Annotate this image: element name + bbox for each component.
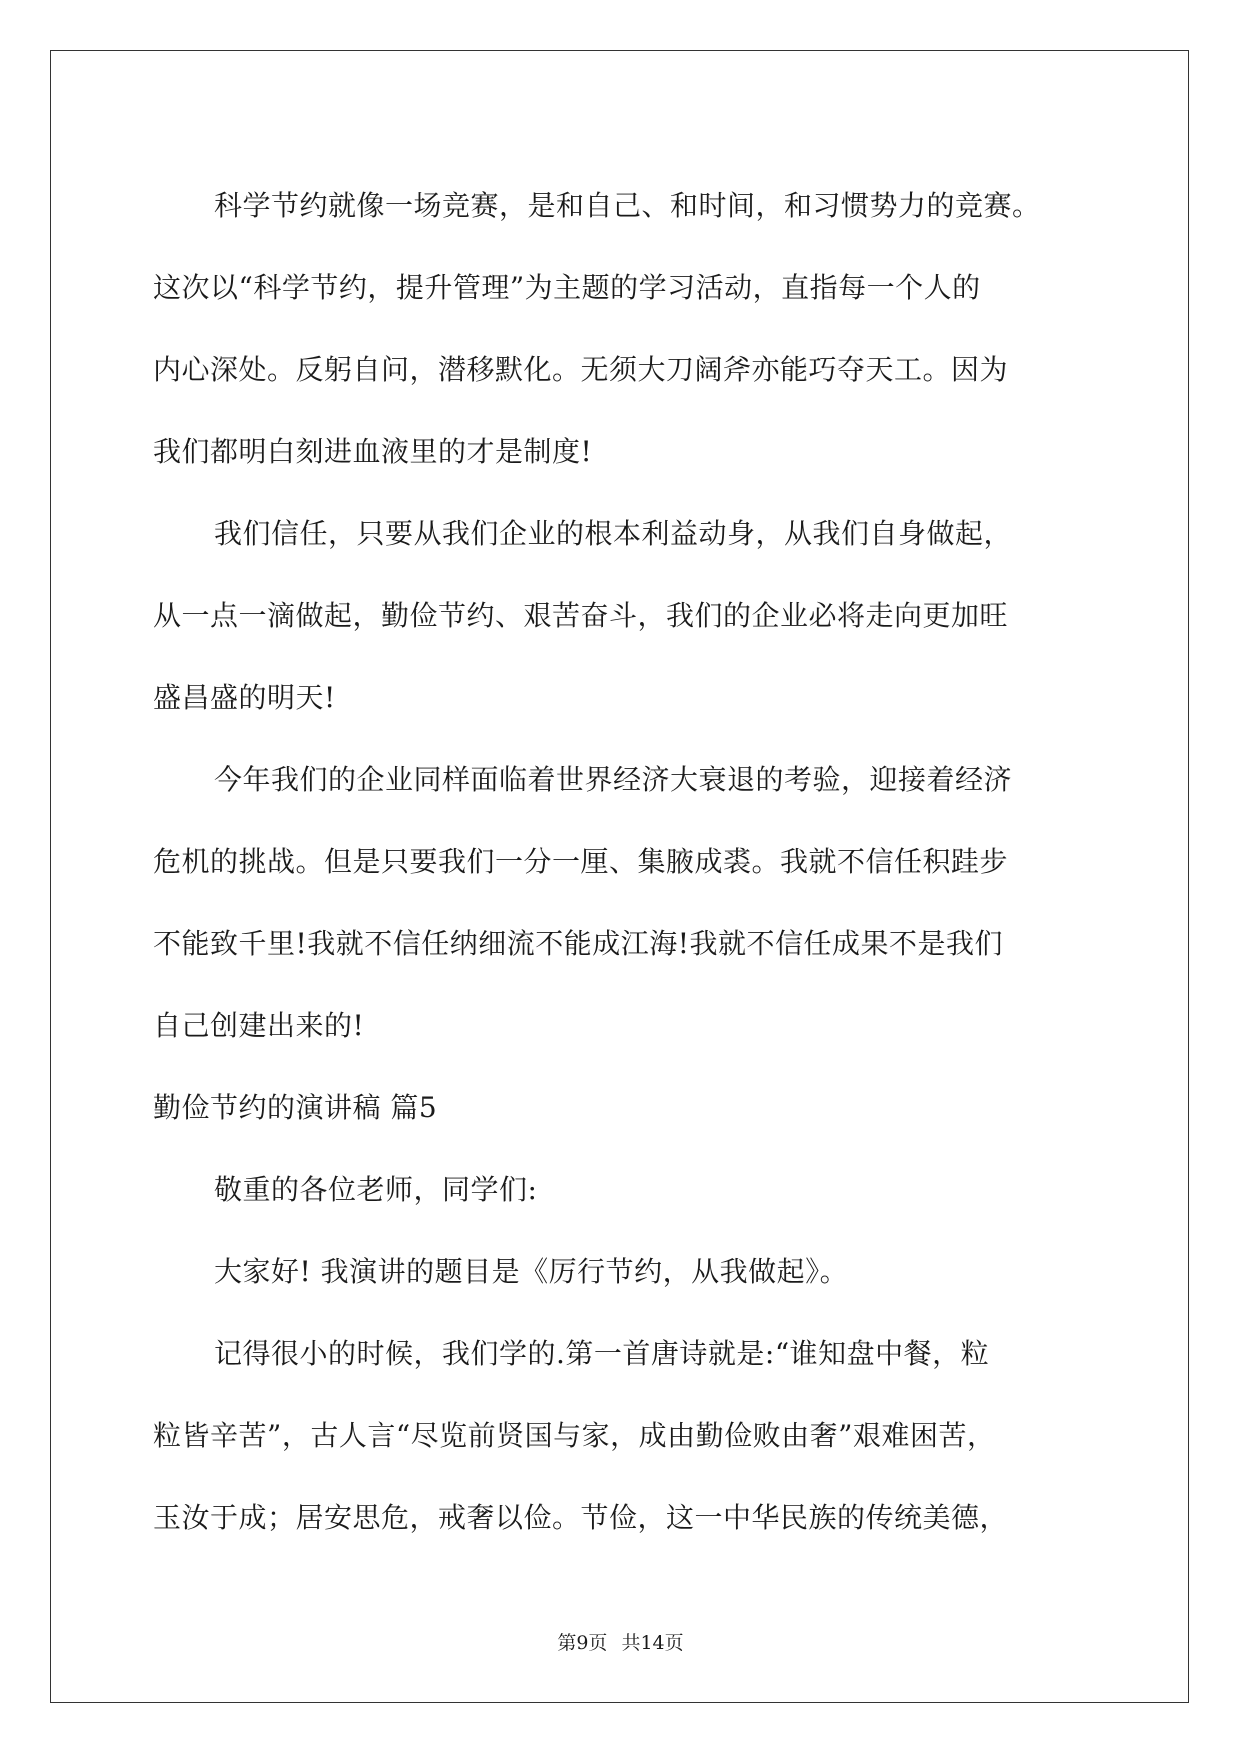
text-line: 我们都明白刻进血液里的才是制度! — [153, 435, 593, 468]
paragraph — [153, 165, 1088, 493]
document-body — [153, 165, 1088, 1559]
text-line: 内心深处。反躬自问，潜移默化。无须大刀阔斧亦能巧夺天工。因为 — [153, 353, 1009, 386]
text-line: 大家好! 我演讲的题目是《厉行节约，从我做起》。 — [214, 1255, 849, 1288]
text-line: 不能致千里!我就不信任纳细流不能成江海!我就不信任成果不是我们 — [153, 927, 1004, 960]
paragraph — [153, 1149, 1088, 1231]
page-footer — [0, 1628, 1241, 1655]
text-line: 敬重的各位老师，同学们: — [214, 1173, 538, 1206]
text-line: 自己创建出来的! — [153, 1009, 365, 1042]
paragraph — [153, 1231, 1088, 1313]
text-line: 危机的挑战。但是只要我们一分一厘、集腋成裘。我就不信任积跬步 — [153, 845, 1009, 878]
page-total: 共14页 — [621, 1632, 684, 1654]
text-line: 记得很小的时候，我们学的.第一首唐诗就是:“谁知盘中餐，粒 — [214, 1337, 990, 1370]
text-line: 我们信任，只要从我们企业的根本利益动身，从我们自身做起， — [214, 517, 1013, 550]
paragraph — [153, 493, 1088, 739]
text-line: 盛昌盛的明天! — [153, 681, 336, 714]
text-line: 从一点一滴做起，勤俭节约、艰苦奋斗，我们的企业必将走向更加旺 — [153, 599, 1009, 632]
text-line: 今年我们的企业同样面临着世界经济大衰退的考验，迎接着经济 — [214, 763, 1013, 796]
text-line: 勤俭节约的演讲稿 篇5 — [153, 1091, 438, 1124]
page-number: 第9页 — [557, 1632, 608, 1654]
paragraph — [153, 1313, 1088, 1559]
text-line: 粒皆辛苦”，古人言“尽览前贤国与家，成由勤俭败由奢”艰难困苦， — [153, 1419, 996, 1452]
text-line: 这次以“科学节约，提升管理”为主题的学习活动，直指每一个人的 — [153, 271, 981, 304]
section-heading — [153, 1067, 1088, 1149]
text-line: 科学节约就像一场竞赛，是和自己、和时间，和习惯势力的竞赛。 — [214, 189, 1041, 222]
paragraph — [153, 739, 1088, 1067]
text-line: 玉汝于成；居安思危，戒奢以俭。节俭，这一中华民族的传统美德， — [153, 1501, 1009, 1534]
